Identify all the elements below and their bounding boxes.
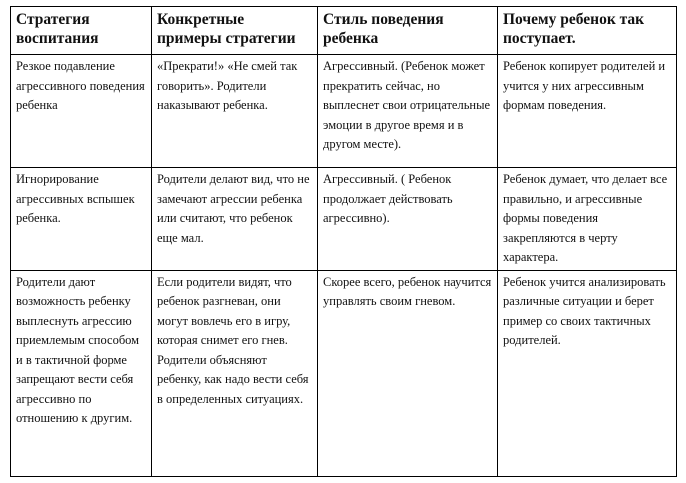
cell-text: Агрессивный. ( Ребенок продолжает действовать агрессивно). <box>323 172 453 225</box>
cell-strategy <box>11 168 152 271</box>
header-row <box>11 7 677 55</box>
cell-text: Игнорирование агрессивных вспышек ребенка. <box>16 172 135 225</box>
cell-text: Родители дают возможность ребенку выплеснуть агрессию приемлемым способом и в тактичной форме запрещают вести себя агрессивно по отношению к другим. <box>16 274 140 425</box>
cell-behavior-style <box>318 55 498 168</box>
cell-reason <box>498 270 677 476</box>
header-behavior-style: Стиль поведения ребенка <box>318 7 498 55</box>
cell-text: Родители делают вид, что не замечают агрессии ребенка или считают, что ребенок еще мал. <box>157 172 310 245</box>
strategy-table <box>10 6 677 477</box>
cell-text: Скорее всего, ребенок научится управлять своим гневом. <box>323 274 492 308</box>
cell-reason <box>498 55 677 168</box>
cell-reason <box>498 168 677 271</box>
cell-text: Резкое подавление агрессивного поведения ребенка <box>16 59 145 112</box>
header-strategy: Стратегия воспитания <box>11 7 152 55</box>
cell-strategy <box>11 270 152 476</box>
cell-behavior-style <box>318 168 498 271</box>
cell-strategy <box>11 55 152 168</box>
table-row <box>11 55 677 168</box>
cell-examples <box>152 168 318 271</box>
cell-text: Ребенок думает, что делает все правильно, и агрессивные формы поведения закрепляются в черту характера. <box>503 172 668 264</box>
cell-text: «Прекрати!» «Не смей так говорить». Родители наказывают ребенка. <box>157 59 298 112</box>
table-row <box>11 168 677 271</box>
cell-text: Агрессивный. (Ребенок может прекратить сейчас, но выплеснет свои отрицательные эмоции в другое время и в другом месте). <box>323 59 491 151</box>
cell-text: Ребенок копирует родителей и учится у них агрессивным формам поведения. <box>503 59 666 112</box>
cell-text: Если родители видят, что ребенок разгневан, они могут вовлечь его в игру, которая снимет его гнев. Родители объясняют ребенку, как надо вести себя в определенных ситуациях. <box>157 274 309 406</box>
cell-examples <box>152 55 318 168</box>
cell-behavior-style <box>318 270 498 476</box>
header-reason: Почему ребенок так поступает. <box>498 7 677 55</box>
table-row <box>11 270 677 476</box>
header-examples: Конкретные примеры стратегии <box>152 7 318 55</box>
cell-text: Ребенок учится анализировать различные ситуации и берет пример со своих тактичных родителей. <box>503 274 666 347</box>
cell-examples <box>152 270 318 476</box>
